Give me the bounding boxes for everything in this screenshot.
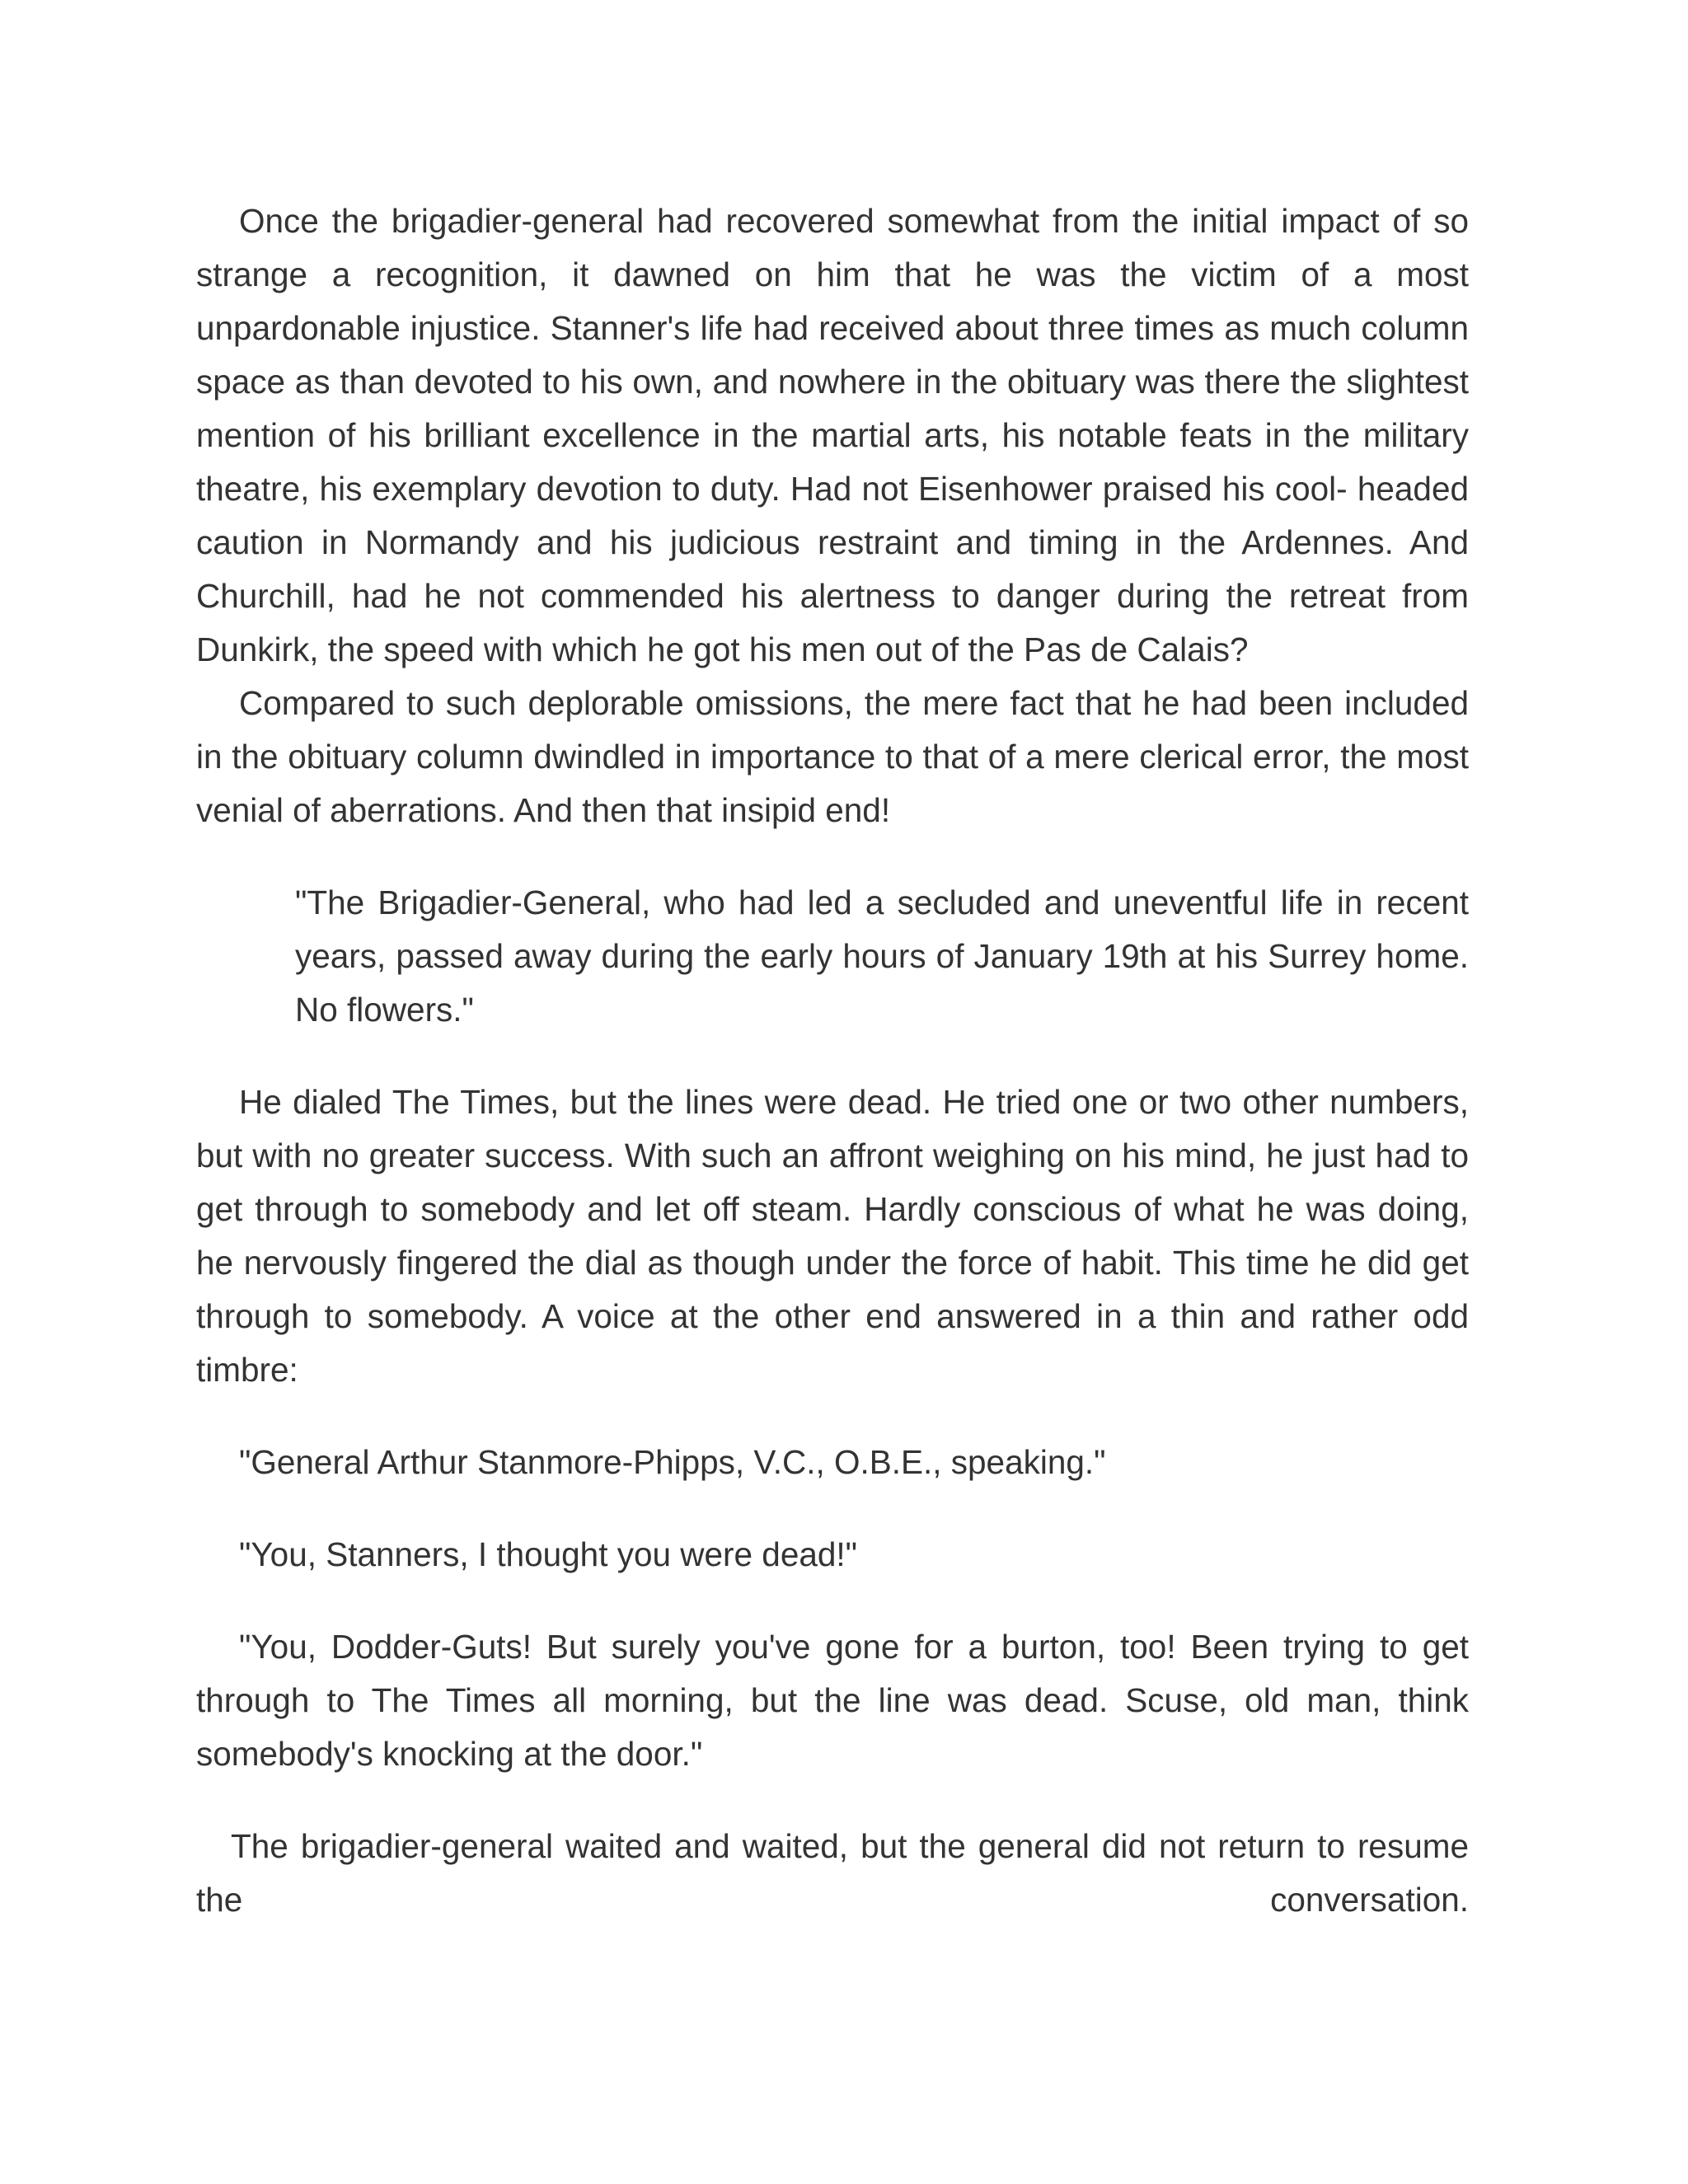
dialogue-general-reply: "You, Dodder-Guts! But surely you've gone for a burton, too! Been trying to get through to The Times all morning, but the line was dead. Scuse, old man, think somebody's knocking at the door." <box>196 1628 1469 1773</box>
dialogue-general: "General Arthur Stanmore-Phipps, V.C., O.B.E., speaking." <box>239 1443 1106 1481</box>
document-page <box>196 194 1469 1927</box>
paragraph-ending: The brigadier-general waited and waited, but the general did not return to resume the conversation. <box>196 1827 1469 1919</box>
obituary-quote: "The Brigadier-General, who had led a secluded and uneventful life in recent years, passed away during the early hours of January 19th at his Surrey home. No flowers." <box>295 883 1469 1029</box>
paragraph-phone-call: He dialed The Times, but the lines were dead. He tried one or two other numbers, but with no greater success. With such an affront weighing on his mind, he just had to get through to somebody and let off steam. Hardly conscious of what he was doing, he nervously fingered the dial as though under the force of habit. This time he did get through to somebody. A voice at the other end answered in a thin and rather odd timbre: <box>196 1083 1469 1389</box>
paragraph-omissions: Compared to such deplorable omissions, the mere fact that he had been included in the obituary column dwindled in importance to that of a mere clerical error, the most venial of aberrations. And then that insipid end! <box>196 684 1469 829</box>
paragraph-recognition: Once the brigadier-general had recovered somewhat from the initial impact of so strange a recognition, it dawned on him that he was the victim of a most unpardonable injustice. Stanner's life had received about three times as much column space as than devoted to his own, and nowhere in the obituary was there the slightest mention of his brilliant excellence in the martial arts, his notable feats in the military theatre, his exemplary devotion to duty. Had not Eisenhower praised his cool- headed caution in Normandy and his judicious restraint and timing in the Ardennes. And Churchill, had he not commended his alertness to danger during the retreat from Dunkirk, the speed with which he got his men out of the Pas de Calais? <box>196 202 1469 668</box>
dialogue-brigadier: "You, Stanners, I thought you were dead!" <box>239 1535 858 1573</box>
